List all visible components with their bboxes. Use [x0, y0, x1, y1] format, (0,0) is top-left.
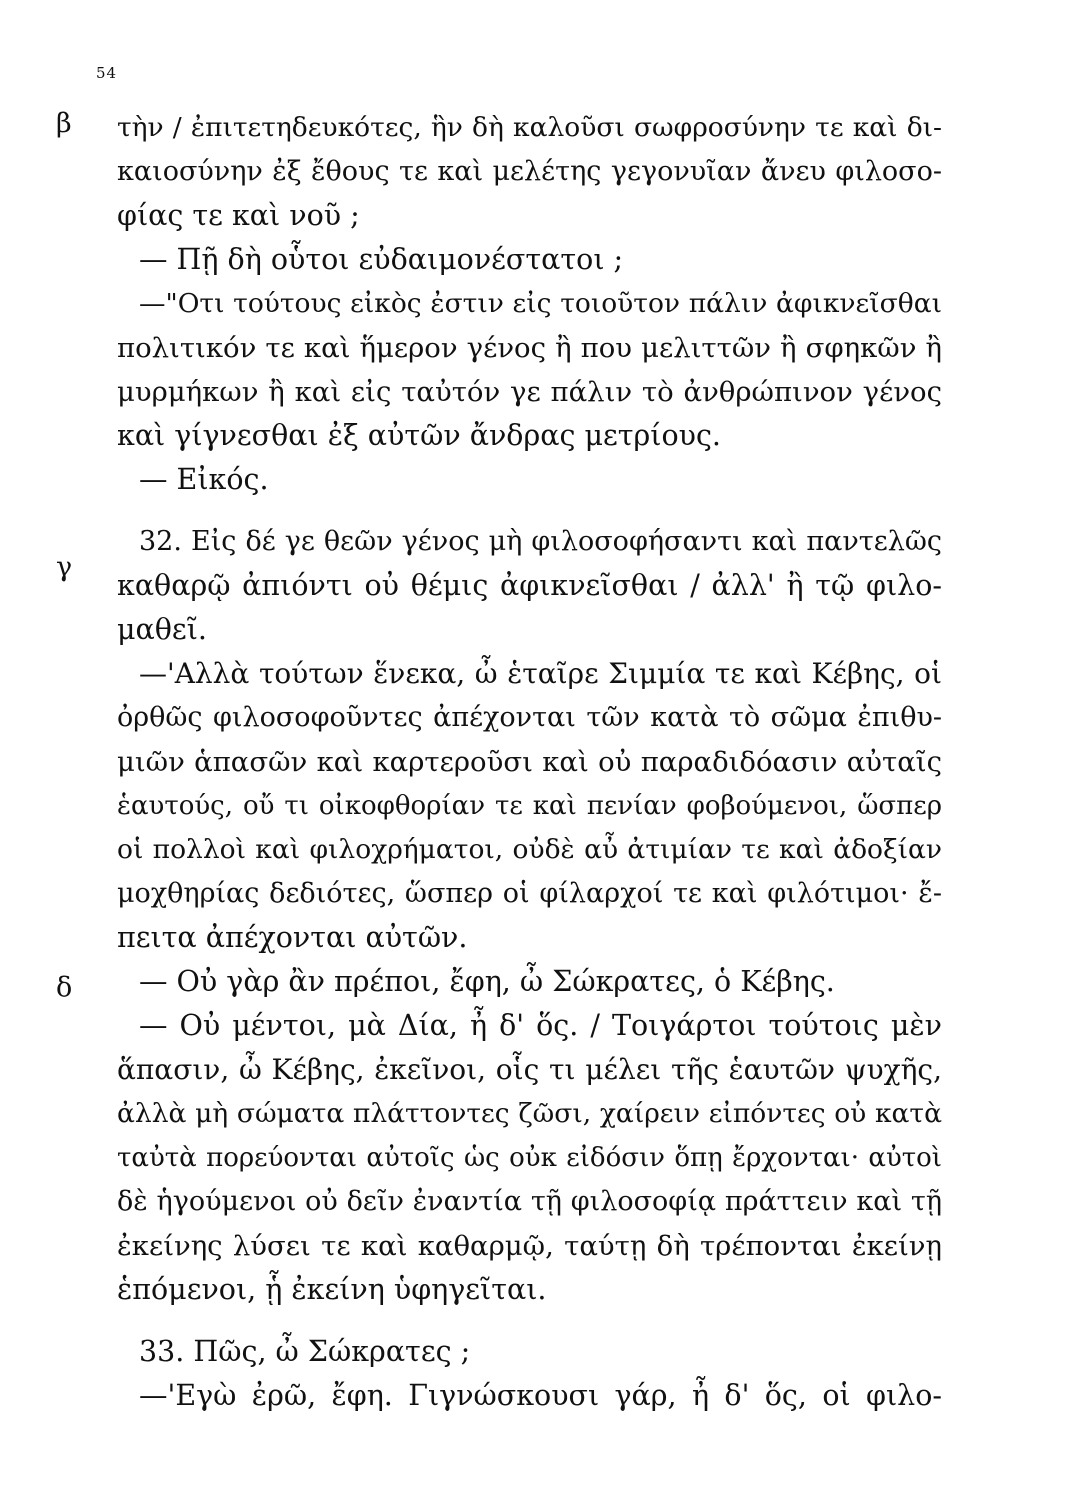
text-line: —"Οτι τούτους εἰκὸς ἐστιν εἰς τοιοῦτον πάλιν ἀφικνεῖσθαι — [139, 288, 942, 319]
text-line: ἀλλὰ μὴ σώματα πλάττοντες ζῶσι, χαίρειν εἰπόντες οὐ κατὰ — [117, 1098, 942, 1129]
text-line: οἱ πολλοὶ καὶ φιλοχρήματοι, οὐδὲ αὖ ἀτιμίαν τε καὶ ἀδοξίαν — [117, 834, 942, 865]
text-line: — Οὐ μέντοι, μὰ Δία, ἦ δ' ὅς. / Τοιγάρτοι τούτοις μὲν — [139, 1009, 942, 1042]
text-line: μυρμήκων ἢ καὶ εἰς ταὐτόν γε πάλιν τὸ ἀνθρώπινον γένος — [117, 376, 942, 408]
text-line: καθαρῷ ἀπιόντι οὐ θέμις ἀφικνεῖσθαι / ἀλλ' ἢ τῷ φιλο- — [117, 569, 942, 602]
text-line: ἑπόμενοι, ᾗ ἐκείνη ὑφηγεῖται. — [117, 1273, 547, 1306]
page-number: 54 — [96, 64, 118, 82]
text-line: — Οὐ γὰρ ἂν πρέποι, ἔφη, ὦ Σώκρατες, ὁ Κέβης. — [139, 965, 835, 998]
margin-mark-beta: β — [56, 108, 72, 139]
text-line: δὲ ἡγούμενοι οὐ δεῖν ἐναντία τῇ φιλοσοφίᾳ πράττειν καὶ τῇ — [117, 1186, 942, 1217]
text-line: καὶ γίγνεσθαι ἐξ αὐτῶν ἄνδρας μετρίους. — [117, 419, 721, 452]
text-line: μιῶν ἁπασῶν καὶ καρτεροῦσι καὶ οὐ παραδιδόασιν αὐταῖς — [117, 746, 942, 778]
text-line: ἅπασιν, ὦ Κέβης, ἐκεῖνοι, οἷς τι μέλει τῆς ἑαυτῶν ψυχῆς, — [117, 1053, 942, 1086]
text-line: ὀρθῶς φιλοσοφοῦντες ἀπέχονται τῶν κατὰ τὸ σῶμα ἐπιθυ- — [117, 702, 942, 733]
text-line: — Πῇ δὴ οὗτοι εὐδαιμονέστατοι ; — [139, 243, 624, 276]
text-line: — Εἰκός. — [139, 463, 269, 496]
text-line: —'Εγὼ ἐρῶ, ἔφη. Γιγνώσκουσι γάρ, ἦ δ' ὅς, οἱ φιλο- — [139, 1379, 942, 1412]
text-line: καιοσύνην ἐξ ἔθους τε καὶ μελέτης γεγονυῖαν ἄνευ φιλοσο- — [117, 156, 942, 187]
text-line: ἐκείνης λύσει τε καὶ καθαρμῷ, ταύτῃ δὴ τρέπονται ἐκείνῃ — [117, 1230, 942, 1262]
text-line: ἑαυτούς, οὔ τι οἰκοφθορίαν τε καὶ πενίαν φοβούμενοι, ὥσπερ — [117, 791, 942, 821]
margin-mark-delta: δ — [56, 972, 73, 1003]
text-line: μαθεῖ. — [117, 613, 207, 646]
text-line: τὴν / ἐπιτετηδευκότες, ἣν δὴ καλοῦσι σωφροσύνην τε καὶ δι- — [117, 112, 942, 143]
text-line: 32. Εἰς δέ γε θεῶν γένος μὴ φιλοσοφήσαντι καὶ παντελῶς — [139, 526, 942, 557]
margin-mark-gamma: γ — [56, 552, 73, 583]
text-line: —'Αλλὰ τούτων ἕνεκα, ὦ ἑταῖρε Σιμμία τε καὶ Κέβης, οἱ — [139, 657, 942, 690]
text-line: ταὐτὰ πορεύονται αὐτοῖς ὡς οὐκ εἰδόσιν ὅπῃ ἔρχονται· αὐτοὶ — [117, 1143, 942, 1173]
text-line: μοχθηρίας δεδιότες, ὥσπερ οἱ φίλαρχοί τε καὶ φιλότιμοι· ἔ- — [117, 878, 942, 909]
text-line: πειτα ἀπέχονται αὐτῶν. — [117, 921, 468, 954]
text-line: φίας τε καὶ νοῦ ; — [117, 199, 360, 232]
text-line: πολιτικόν τε καὶ ἥμερον γένος ἢ που μελιττῶν ἢ σφηκῶν ἢ — [117, 332, 942, 364]
text-line: 33. Πῶς, ὦ Σώκρατες ; — [139, 1335, 471, 1368]
